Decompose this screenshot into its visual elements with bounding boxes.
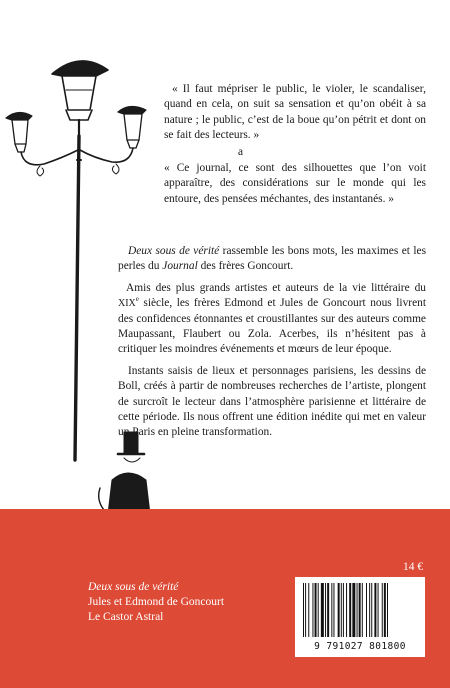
blurb-book-title: Deux sous de vérité	[128, 245, 220, 257]
quote-first: « Il faut mépriser le public, le violer, le scandaliser, quand en cela, on suit sa sensation et qu’on obéit à sa nature ; le public, c’est de la boue qu’on pétrit et dont on se fait des lecteurs. »	[164, 83, 426, 142]
barcode-bar	[382, 583, 383, 637]
barcode-bar	[308, 583, 309, 637]
barcode-bar	[366, 583, 367, 637]
blurb-paragraph-3: Instants saisis de lieux et personnages parisiens, les dessins de Boll, créés à partir de nombreuses recherches de l’artiste, plongent de surcroît le lecteur dans l’atmosphère parisienne et littéraire de cette période. Ils nous offrent une édition inédite qui met en valeur un Paris en pleine transformation.	[118, 364, 426, 439]
barcode-bar	[318, 583, 319, 637]
century-numeral: XIX	[118, 298, 136, 310]
barcode-bar	[315, 583, 317, 637]
blurb-text: des frères Goncourt.	[197, 260, 294, 273]
barcode-bar	[341, 583, 342, 637]
blurb-text: siècle, les frères Edmond et Jules de Goncourt nous livrent des confidences étonnantes et croustillantes sur des auteurs comme Maupassant, Flaubert ou Zola. Acerbes, ils n’hésitent pas à critiquer les moindres événements et mœurs de leur époque.	[118, 297, 426, 356]
barcode-bar	[349, 583, 351, 637]
quote-second: « Ce journal, ce sont des silhouettes que l’on voit apparaître, des considérations sur le monde qui les entoure, des pensées méchantes, des instantanés. »	[164, 162, 426, 205]
barcode-bar	[331, 583, 332, 637]
barcode-bar	[305, 583, 306, 637]
colophon	[88, 580, 224, 625]
barcode-bar	[369, 583, 370, 637]
barcode	[295, 577, 425, 657]
century-superscript: e	[135, 295, 139, 304]
blurb	[118, 244, 426, 441]
barcode-bar	[321, 583, 324, 637]
barcode-bar	[359, 583, 361, 637]
blurb-text: Amis des plus grands artistes et auteurs de la vie littéraire du	[126, 281, 426, 294]
barcode-bar	[312, 583, 313, 637]
barcode-bar	[327, 583, 329, 637]
quotes-block	[164, 82, 426, 207]
colophon-title: Deux sous de vérité	[88, 581, 179, 593]
barcode-bar	[338, 583, 340, 637]
barcode-bar	[384, 583, 386, 637]
blurb-paragraph-1	[118, 244, 426, 275]
colophon-authors: Jules et Edmond de Goncourt	[88, 596, 225, 608]
colophon-publisher: Le Castor Astral	[88, 611, 164, 623]
barcode-bar	[343, 583, 344, 637]
barcode-bar	[362, 583, 363, 637]
barcode-number: 9 791027 801800	[314, 641, 406, 652]
barcode-bars	[301, 583, 419, 639]
barcode-bar	[374, 583, 376, 637]
barcode-bar	[371, 583, 372, 637]
blurb-paragraph-2	[118, 281, 426, 358]
price: 14 €	[403, 561, 424, 573]
blurb-text: rassemble les bons mots, les maximes et les perles du	[118, 245, 427, 273]
blurb-journal-title: Journal	[162, 260, 198, 273]
barcode-bar	[303, 583, 304, 637]
quote-separator: a	[238, 145, 244, 158]
barcode-bar	[333, 583, 334, 637]
barcode-bar	[346, 583, 347, 637]
barcode-bar	[387, 583, 388, 637]
barcode-bar	[352, 583, 355, 637]
barcode-bar	[325, 583, 326, 637]
barcode-bar	[357, 583, 358, 637]
barcode-bar	[378, 583, 379, 637]
